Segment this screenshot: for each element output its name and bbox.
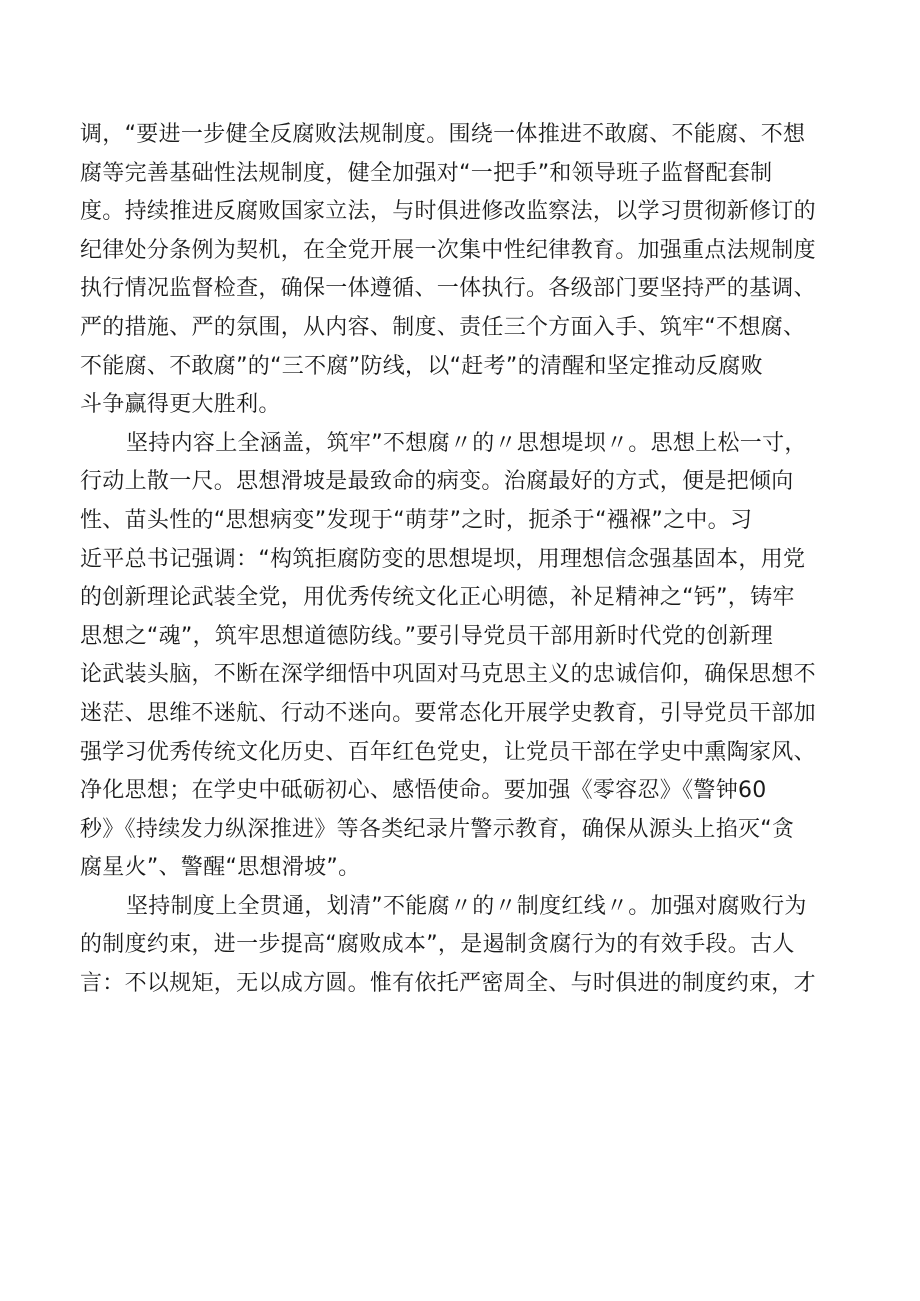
text-line: 执行情况监督检查，确保一体遵循、一体执行。各级部门要坚持严的基调、 <box>80 276 816 302</box>
text-line: 的制度约束，进一步提高“腐败成本”，是遏制贪腐行为的有效手段。古人 <box>80 932 795 958</box>
text-line: 调，“要进一步健全反腐败法规制度。围绕一体推进不敢腐、不能腐、不想 <box>80 122 806 147</box>
text-line: 言：不以规矩，无以成方圆。惟有依托严密周全、与时俱进的制度约束，才 <box>80 971 816 997</box>
text-line: 纪律处分条例为契机，在全党开展一次集中性纪律教育。加强重点法规制度 <box>80 237 816 263</box>
text-line: 迷茫、思维不迷航、行动不迷向。要常态化开展学史教育，引导党员干部加 <box>80 700 816 726</box>
text-line: 严的措施、严的氛围，从内容、制度、责任三个方面入手、筑牢“不想腐、 <box>80 314 806 340</box>
text-line: 思想之“魂”，筑牢思想道德防线。”要引导党员干部用新时代党的创新理 <box>80 623 774 649</box>
text-line: 净化思想；在学史中砥砺初心、感悟使命。要加强《零容忍》《警钟60 <box>80 778 767 804</box>
text-line: 秒》《持续发力纵深推进》等各类纪录片警示教育，确保从源头上掐灭“贪 <box>80 816 795 842</box>
text-line: 腐星火”、警醒“思想滑坡”。 <box>80 855 361 881</box>
text-line: 性、苗头性的“思想病变”发现于“萌芽”之时，扼杀于“襁褓”之中。习 <box>80 507 753 533</box>
body-text <box>80 116 855 1004</box>
text-line: 行动上散一尺。思想滑坡是最致命的病变。治腐最好的方式，便是把倾向 <box>80 469 794 495</box>
paragraph-start-line: 坚持制度上全贯通，划清”不能腐〃的〃制度红线〃。加强对腐败行为 <box>126 893 807 919</box>
text-line: 的创新理论武装全党，用优秀传统文化正心明德，补足精神之“钙”，铸牢 <box>80 585 795 611</box>
text-line: 度。持续推进反腐败国家立法，与时俱进修改监察法，以学习贯彻新修订的 <box>80 199 816 225</box>
text-line: 腐等完善基础性法规制度，健全加强对“一把手”和领导班子监督配套制 <box>80 160 773 186</box>
text-line: 论武装头脑，不断在深学细悟中巩固对马克思主义的忠诚信仰，确保思想不 <box>80 662 816 688</box>
text-line: 不能腐、不敢腐”的“三不腐”防线，以“赶考”的清醒和坚定推动反腐败 <box>80 353 763 379</box>
text-line: 强学习优秀传统文化历史、百年红色党史，让党员干部在学史中熏陶家风、 <box>80 739 816 765</box>
text-line: 斗争赢得更大胜利。 <box>80 392 281 418</box>
paragraph-start-line: 坚持内容上全涵盖，筑牢”不想腐〃的〃思想堤坝〃。思想上松一寸， <box>126 430 807 456</box>
text-line: 近平总书记强调：“构筑拒腐防变的思想堤坝，用理想信念强基固本，用党 <box>80 546 806 572</box>
